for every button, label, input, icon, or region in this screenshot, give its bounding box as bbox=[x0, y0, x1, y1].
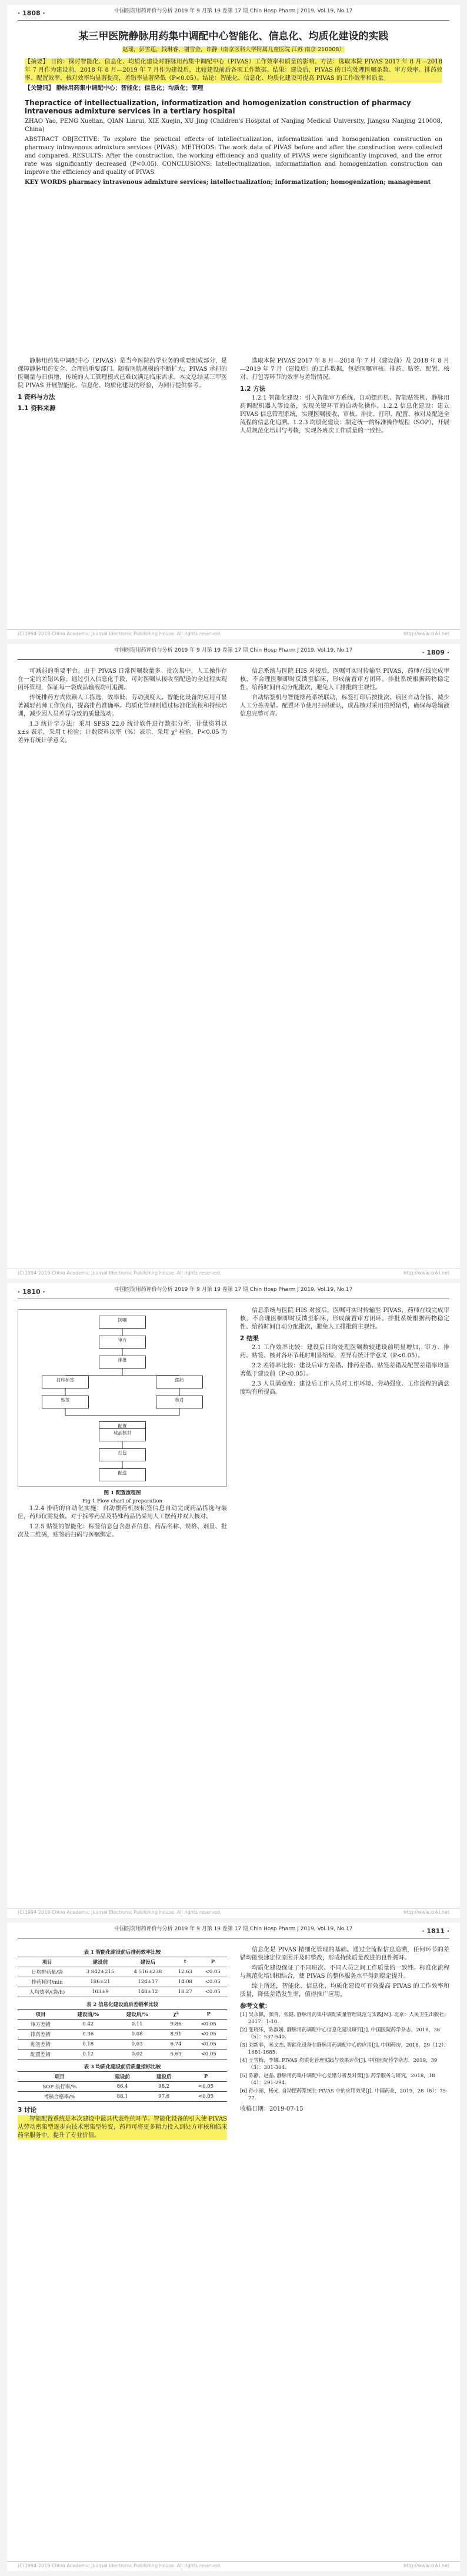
watermark: http://www.cnki.net (C)1994-2019 China Academic Journal Electronic Publishing House. All rights reserved. bbox=[7, 1908, 460, 1918]
table-cell: 日均排药量/袋 bbox=[18, 1967, 76, 1977]
table-cell: 排药差错 bbox=[18, 2030, 64, 2040]
reference-item: [4] 王雪梅，李娜. PIVAS 均质化管理实践与效果评价[J]. 中国医院药学杂志，2019，39（3）：301-304. bbox=[240, 2058, 438, 2071]
table-cell: 0.36 bbox=[64, 2030, 112, 2040]
table-cell: 14.08 bbox=[172, 1977, 199, 1987]
paragraph: 信息系统与医院 HIS 对接后，医嘱可实时传输至 PIVAS，药师在线完成审核，不合理医嘱即时反馈至临床，形成前置审方闭环。排批系统根据药物稳定性、给药时间自动分配批次，避免人工排批的主观性。 bbox=[240, 668, 449, 691]
paragraph: 可减弱的重要平台。由于 PIVAS 日常医嘱数量多、批次集中，人工操作存在一定的差错风险。通过引入信息化手段，可对医嘱从接收至配送的全过程实现闭环管理，保证每一袋成品输液均可追溯。 bbox=[18, 668, 227, 691]
flow-node: 成品核对 bbox=[99, 1428, 146, 1441]
table-cell: 5.63 bbox=[162, 2050, 191, 2060]
table-row bbox=[18, 1967, 227, 1977]
table-row bbox=[18, 2040, 227, 2050]
table-cell: 贴签差错 bbox=[18, 2040, 64, 2050]
intro-paragraph: 静脉用药集中调配中心（PIVAS）是当今医院药学业务的重要组成部分，是保障静脉用药安全、合理的重要部门。随着医院规模的不断扩大，PIVAS 承担的医嘱量与日俱增，传统的人工管理模式已难以满足临床需求。本文总结某三甲医院 PIVAS 开展智能化、信息化、均质化建设的经验，为同行提供参考。 bbox=[18, 358, 227, 389]
flow-node: 审方 bbox=[99, 1336, 146, 1349]
table-caption: 表 2 信息化建设前后差错率比较 bbox=[86, 2002, 159, 2008]
table-cell: SOP 执行率/% bbox=[18, 2082, 102, 2092]
watermark: http://www.cnki.net (C)1994-2019 China Academic Journal Electronic Publishing House. All rights reserved. bbox=[7, 1269, 460, 1279]
paragraph: 1.2.5 贴签的智能化：标签信息包含患者信息、药品名称、规格、剂量、批次及二维码，贴签后扫码与医嘱绑定。 bbox=[18, 1524, 227, 1538]
authors: 赵瑶，彭雪莲，钱琳睿，谢雪金，许静（南京医科大学附属儿童医院 江苏 南京 210008） bbox=[122, 46, 345, 53]
table-row bbox=[18, 2050, 227, 2060]
keywords-en: KEY WORDS pharmacy intravenous admixture services; intellectualization; informatization; homogenization; management bbox=[25, 179, 431, 186]
flow-node: 核对 bbox=[156, 1396, 203, 1408]
page-header bbox=[18, 1283, 449, 1299]
table-row bbox=[18, 2082, 227, 2092]
paragraph: 自动贴签机与智能摆药系统联动，标签打印后按批次、病区自动分拣，减少人工分拣差错。配置环节使用扫码确认，成品核对采用拍照留档，确保每袋输液信息完整可查。 bbox=[240, 695, 449, 717]
table-header-cell: 项目 bbox=[18, 1957, 76, 1967]
figure-caption: 图 1 配置流程图 bbox=[104, 1490, 141, 1496]
page-2 bbox=[7, 644, 460, 1279]
flow-chart-figure bbox=[18, 1309, 227, 1487]
reference-item: [6] 孙小丽，杨光. 自动摆药系统在 PIVAS 中的应用效果[J]. 中国药业，2019，28（8）：75-77. bbox=[240, 2088, 448, 2101]
paragraph: 1.3 统计学方法：采用 SPSS 22.0 统计软件进行数据分析，计量资料以 x±s 表示，采用 t 检验；计数资料以率（%）表示，采用 χ² 检验，P<0.05 为差异有统计学意义。 bbox=[18, 721, 227, 744]
abstract-en: ABSTRACT OBJECTIVE: To explore the practical effects of intellectualization, informatization and homogenization construction on pharmacy intravenous admixture services (PIVAS). METHODS: The work data of PIVAS before and after the construction were collected and compared. RESULTS: After the construction, the working efficiency and quality of PIVAS were significantly improved, and the error rate was significantly decreased (P<0.05). CONCLUSIONS: Intellectualization, informatization and homogenization construction can improve the efficiency and quality of PIVAS. bbox=[25, 136, 442, 176]
page-number: · 1810 · bbox=[18, 1288, 45, 1296]
table-cell: 9.86 bbox=[162, 2020, 191, 2030]
table-header-cell: 建设后/% bbox=[112, 2010, 161, 2020]
page-number: · 1809 · bbox=[422, 649, 449, 656]
subsection-heading: 1.2 方法 bbox=[240, 385, 266, 393]
table-cell: 97.6 bbox=[143, 2092, 185, 2102]
paragraph: 综上所述，智能化、信息化、均质化建设可有效提高 PIVAS 的工作效率和质量，降低差错发生率，值得推广应用。 bbox=[240, 1983, 449, 1998]
article-title-en: Thepractice of intellectualization, informatization and homogenization construction of pharmacy intravenous admixture services in a tertiary hospital bbox=[25, 99, 411, 115]
paragraph: 信息化是 PIVAS 精细化管理的基础。通过全流程信息追溯，任何环节的差错均能快速定位原因并及时整改，形成持续质量改进的良性循环。 bbox=[240, 1947, 449, 1961]
flow-node: 配置 bbox=[99, 1421, 146, 1434]
table-cell: 0.12 bbox=[64, 2050, 112, 2060]
table-cell: 排药耗时/min bbox=[18, 1977, 76, 1987]
table-cell: 人均效率/(袋/h) bbox=[18, 1987, 76, 1997]
table-header-cell: P bbox=[199, 1957, 227, 1967]
table-cell: 186±21 bbox=[76, 1977, 124, 1987]
table-cell: <0.05 bbox=[199, 1967, 227, 1977]
table-row bbox=[18, 2020, 227, 2030]
section-heading: 2 结果 bbox=[240, 1335, 259, 1342]
paragraph: 2.1 工作效率比较：建设后日均处理医嘱数较建设前明显增加，审方、排药、贴签、核对各环节耗时明显缩短，差异有统计学意义（P<0.05）。 bbox=[240, 1344, 449, 1359]
paragraph: 2.2 差错率比较：建设后审方差错、排药差错、贴签差错及配置差错率均显著低于建设前（P<0.05）。 bbox=[240, 1363, 449, 1377]
journal-header: 中国医院用药评价与分析 2019 年 9 月第 19 卷第 17 期 Chin Hosp Pharm J 2019, Vol.19, No.17 bbox=[114, 1287, 353, 1293]
table-row bbox=[18, 1987, 227, 1997]
table-header-cell: 项目 bbox=[18, 2072, 102, 2082]
table-cell: <0.05 bbox=[190, 2040, 227, 2050]
paragraph: 2.3 人员满意度：建设后工作人员对工作环境、劳动强度、工作流程的满意度均有所提高。 bbox=[240, 1381, 449, 1396]
page-number: · 1811 · bbox=[422, 1927, 449, 1935]
table-cell: 18.27 bbox=[172, 1987, 199, 1997]
section-heading: 3 讨论 bbox=[18, 2107, 36, 2114]
table-cell: 12.63 bbox=[172, 1967, 199, 1977]
paragraph: 传统排药方式依赖人工拣选，效率低、劳动强度大。智能化设备的应用可显著减轻药师工作负荷，提高排药准确率。均质化管理则通过标准化流程和持续培训，减少因人员差异导致的质量波动。 bbox=[18, 695, 227, 717]
table-header-cell: 建设前 bbox=[102, 2072, 144, 2082]
page-header bbox=[18, 644, 449, 660]
table-cell: 0.03 bbox=[112, 2040, 161, 2050]
highlighted-paragraph: 智能配置系统是本次建设中最具代表性的环节。智能化设备的引入使 PIVAS 从劳动密集型逐步向技术密集型转变，药师可将更多精力投入到处方审核和临床药学服务中，提升了专业价值。 bbox=[18, 2116, 227, 2139]
flow-node: 打印标签 bbox=[42, 1376, 89, 1388]
table-cell: <0.05 bbox=[185, 2092, 227, 2102]
reference-item: [3] 刘新春，米文杰. 智能化设备在静脉用药调配中心的应用[J]. 中国药房，2018，29（12）：1681-1685. bbox=[240, 2042, 449, 2055]
paragraph: 信息系统与医院 HIS 对接后，医嘱可实时传输至 PIVAS，药师在线完成审核，不合理医嘱即时反馈至临床，形成前置审方闭环。排批系统根据药物稳定性、给药时间自动分配批次，避免人工排批的主观性。 bbox=[240, 1307, 449, 1330]
data-table-2 bbox=[18, 2009, 227, 2060]
page-number: · 1808 · bbox=[18, 9, 45, 17]
table-cell: 88.1 bbox=[102, 2092, 144, 2102]
table-cell: <0.05 bbox=[190, 2030, 227, 2040]
abstract-cn: 【摘要】 目的：探讨智能化、信息化、均质化建设对静脉用药集中调配中心（PIVAS）工作效率和质量的影响。方法：选取本院 PIVAS 2017 年 8 月—2018 年 7 月作为建设前，2018 年 8 月—2019 年 7 月作为建设后，比较建设前后各项工作数据。结果：建设后，PIVAS 的日均处理医嘱条数、审方效率、排药效率、配置效率、核对效率均显著提高，差错率显著降低（P<0.05）。结论：智能化、信息化、均质化建设可提高 PIVAS 的工作效率和质量。 bbox=[25, 59, 442, 82]
received-date: 收稿日期：2019-07-15 bbox=[240, 2106, 303, 2112]
table-header-cell: P bbox=[185, 2072, 227, 2082]
table-header-cell: 建设前/% bbox=[64, 2010, 112, 2020]
flow-node: 排批 bbox=[99, 1356, 146, 1368]
table-row bbox=[18, 2030, 227, 2040]
figure-caption-en: Fig 1 Flow chart of preparation bbox=[82, 1498, 162, 1504]
table-cell: 0.42 bbox=[64, 2020, 112, 2030]
table-cell: 6.74 bbox=[162, 2040, 191, 2050]
references-list bbox=[240, 2011, 449, 2102]
table-cell: 0.02 bbox=[112, 2050, 161, 2060]
table-cell: 103±9 bbox=[76, 1987, 124, 1997]
table-cell: 148±12 bbox=[124, 1987, 172, 1997]
table-header-cell: 建设后 bbox=[124, 1957, 172, 1967]
table-cell: 审方差错 bbox=[18, 2020, 64, 2030]
journal-header: 中国医院用药评价与分析 2019 年 9 月第 19 卷第 17 期 Chin Hosp Pharm J 2019, Vol.19, No.17 bbox=[114, 8, 353, 14]
page-1 bbox=[7, 5, 460, 639]
reference-item: [2] 张晓乐，陈淑媛. 静脉用药调配中心信息化建设研究[J]. 中国医院药学杂志，2018，38（5）：537-540. bbox=[240, 2027, 441, 2040]
watermark: http://www.cnki.net (C)1994-2019 China Academic Journal Electronic Publishing House. All rights reserved. bbox=[7, 629, 460, 639]
flow-node: 摆药 bbox=[156, 1376, 203, 1388]
data-table-1 bbox=[18, 1957, 227, 1997]
table-cell: 124±17 bbox=[124, 1977, 172, 1987]
table-cell: 考核合格率/% bbox=[18, 2092, 102, 2102]
references-heading: 参考文献： bbox=[240, 2003, 271, 2010]
page-4 bbox=[7, 1923, 460, 2571]
journal-header: 中国医院用药评价与分析 2019 年 9 月第 19 卷第 17 期 Chin Hosp Pharm J 2019, Vol.19, No.17 bbox=[114, 648, 353, 653]
keywords-cn: 【关键词】 静脉用药集中调配中心；智能化；信息化；均质化；管理 bbox=[25, 85, 204, 92]
flow-node: 贴签 bbox=[42, 1396, 89, 1408]
table-header-cell: t bbox=[172, 1957, 199, 1967]
table-header-cell: χ² bbox=[162, 2010, 191, 2020]
authors-en: ZHAO Yao, PENG Xuelian, QIAN Linrui, XIE Xuejin, XU Jing (Children's Hospital of Nanjing Medical University, Jiangsu Nanjing 210008, China) bbox=[25, 118, 442, 133]
table-caption: 表 3 均质化建设前后质量指标比较 bbox=[84, 2064, 161, 2070]
section-heading: 1 资料与方法 bbox=[18, 394, 55, 401]
flow-node: 配送 bbox=[99, 1468, 146, 1481]
paragraph: 1.2.1 智能化建设：引入智能审方系统、自动摆药机、智能贴签机、静脉用药调配机器人等设备，实现关键环节的自动化操作。1.2.2 信息化建设：建立 PIVAS 信息管理系统，实现医嘱接收、审核、排批、打印、配置、核对及配送全流程的信息化追溯。1.2.3 均质化建设：制定统一的标准操作规程（SOP），开展人员规范化培训与考核，实现各班次工作质量的一致性。 bbox=[240, 395, 449, 434]
flow-node: 医嘱 bbox=[99, 1316, 146, 1329]
table-cell: 4 516±238 bbox=[124, 1967, 172, 1977]
article-title: 某三甲医院静脉用药集中调配中心智能化、信息化、均质化建设的实践 bbox=[78, 31, 389, 42]
table-header-cell: P bbox=[190, 2010, 227, 2020]
table-header-cell: 项目 bbox=[18, 2010, 64, 2020]
paragraph: 均质化建设保证了不同班次、不同人员之间工作质量的一致性。标准化流程与规范化培训相结合，使 PIVAS 的整体服务水平得到稳定提升。 bbox=[240, 1965, 449, 1980]
table-cell: 8.91 bbox=[162, 2030, 191, 2040]
page-header bbox=[18, 5, 449, 21]
paragraph: 选取本院 PIVAS 2017 年 8 月—2018 年 7 月（建设前）及 2018 年 8 月—2019 年 7 月（建设后）的工作数据，包括医嘱审核、排药、贴签、配置、核对、打包等环节的效率与差错情况。 bbox=[240, 358, 449, 381]
reference-item: [5] 陈静，赵晶. 静脉用药集中调配中心差错分析及对策[J]. 药学服务与研究，2018，18（4）：291-294. bbox=[240, 2073, 435, 2086]
table-cell: 98.2 bbox=[143, 2082, 185, 2092]
table-row bbox=[18, 2092, 227, 2102]
table-cell: 3 842±215 bbox=[76, 1967, 124, 1977]
table-row bbox=[18, 1977, 227, 1987]
page-header bbox=[18, 1923, 449, 1938]
page-3 bbox=[7, 1283, 460, 1918]
table-cell: <0.05 bbox=[199, 1977, 227, 1987]
table-caption: 表 1 智能化建设前后排药效率比较 bbox=[84, 1950, 161, 1956]
table-cell: <0.05 bbox=[185, 2082, 227, 2092]
paragraph: 1.2.4 排药的自动化实施：自动摆药机按标签信息自动完成药品拣选与装筐，药师仅需复核。对于拆零药品及特殊药品仍采用人工摆药并双人核对。 bbox=[18, 1505, 227, 1520]
table-cell: 0.08 bbox=[112, 2030, 161, 2040]
data-table-3 bbox=[18, 2071, 227, 2102]
table-cell: <0.05 bbox=[190, 2050, 227, 2060]
table-cell: 0.18 bbox=[64, 2040, 112, 2050]
table-cell: <0.05 bbox=[199, 1987, 227, 1997]
watermark: http://www.cnki.net (C)1994-2019 China Academic Journal Electronic Publishing House. All rights reserved. bbox=[7, 2561, 460, 2571]
table-cell: <0.05 bbox=[190, 2020, 227, 2030]
flow-node: 打包 bbox=[99, 1448, 146, 1461]
table-header-cell: 建设后 bbox=[143, 2072, 185, 2082]
table-cell: 86.4 bbox=[102, 2082, 144, 2092]
table-cell: 0.11 bbox=[112, 2020, 161, 2030]
subsection-heading: 1.1 资料来源 bbox=[18, 405, 56, 412]
reference-item: [1] 吴永佩，颜青，张健. 静脉用药集中调配质量管理规范与实践[M]. 北京：人民卫生出版社，2017：1-10. bbox=[240, 2012, 449, 2025]
table-header-cell: 建设前 bbox=[76, 1957, 124, 1967]
table-cell: 配置差错 bbox=[18, 2050, 64, 2060]
journal-header: 中国医院用药评价与分析 2019 年 9 月第 19 卷第 17 期 Chin Hosp Pharm J 2019, Vol.19, No.17 bbox=[114, 1926, 353, 1932]
